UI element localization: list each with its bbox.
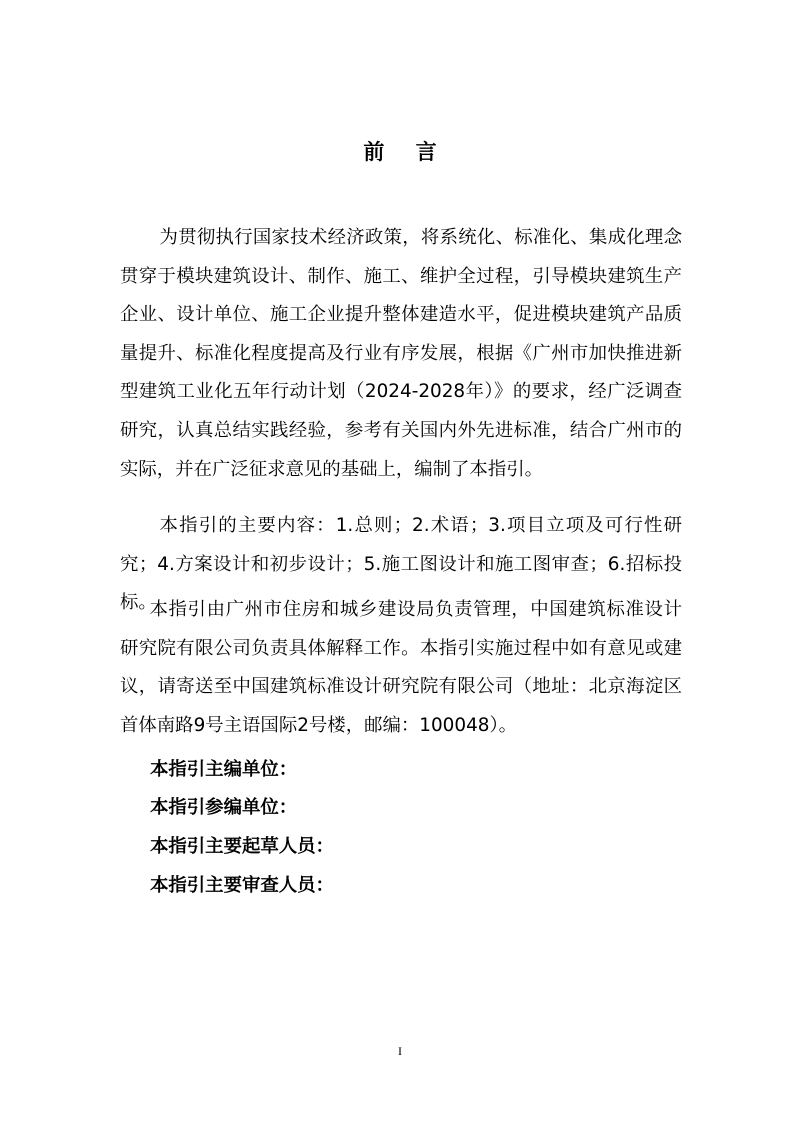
paragraph-text: 为贯彻执行国家技术经济政策，将系统化、标准化、集成化理念贯穿于模块建筑设计、制作、施工、维护全过程，引导模块建筑生产企业、设计单位、施工企业提升整体建造水平，促进模块建筑产品质量提升、标准化程度提高及行业有序发展，根据《广州市加快推进新型建筑工业化五年行动计划（2024-2028年）》的要求，经广泛调查研究，认真总结实践经验，参考有关国内外先进标准，结合广州市的实际，并在广泛征求意见的基础上，编制了本指引。	[120, 227, 682, 480]
page-title: 前 言	[363, 140, 449, 164]
paragraph-text: 本指引由广州市住房和城乡建设局负责管理，中国建筑标准设计研究院有限公司负责具体解释工作。本指引实施过程中如有意见或建议，请寄送至中国建筑标准设计研究院有限公司（地址：北京海淀区首体南路9号主语国际2号楼，邮编：100048）。	[120, 599, 682, 736]
chief-editor-unit-label: 本指引主编单位：	[150, 759, 298, 780]
paragraph-text: 本指引的主要内容：1.总则；2.术语；3.项目立项及可行性研究；4.方案设计和初步设计；5.施工图设计和施工图审查；6.招标投标。	[120, 515, 682, 614]
page-number: I	[398, 1044, 402, 1058]
main-drafters-label: 本指引主要起草人员：	[150, 836, 334, 857]
participating-unit-label: 本指引参编单位：	[150, 797, 298, 818]
main-reviewers-label: 本指引主要审查人员：	[150, 875, 334, 896]
paragraph-purpose	[120, 219, 682, 489]
paragraph-management	[120, 591, 682, 745]
